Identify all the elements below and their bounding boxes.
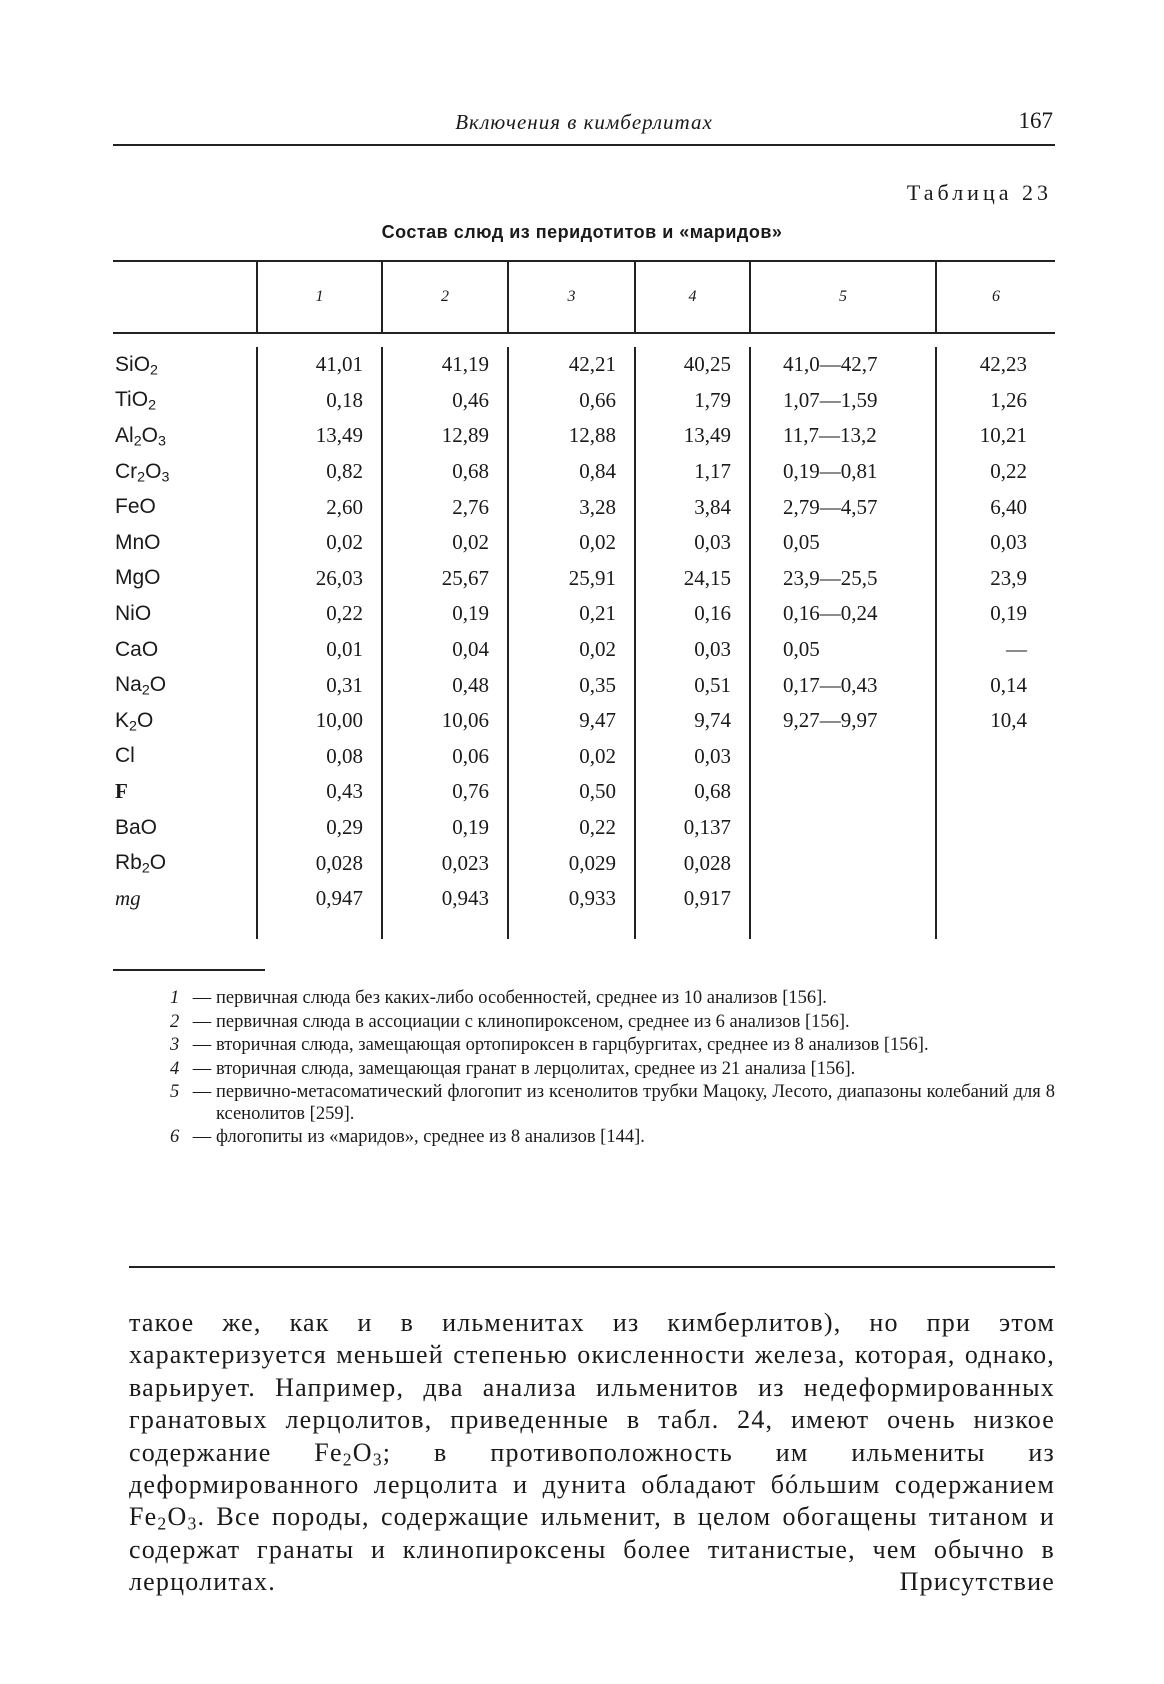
table-cell: 0,21: [508, 596, 635, 632]
table-cell: 11,7—13,2: [750, 418, 936, 454]
table-cell: 1,17: [635, 454, 750, 490]
table-cell: 41,0—42,7: [750, 347, 936, 383]
table-cell: 42,21: [508, 347, 635, 383]
oxide-label: TiO$_2$: [115, 388, 156, 414]
table-cell: [936, 739, 1055, 775]
table-cell: 1,07—1,59: [750, 383, 936, 419]
oxide-label: $K_2O$: [115, 708, 154, 735]
table-cell: 26,03: [257, 561, 382, 597]
table-cell: 0,51: [635, 667, 750, 703]
table-cell: 0,22: [936, 454, 1055, 490]
table-cell: 0,029: [508, 845, 635, 881]
table-row: [113, 347, 1055, 383]
table-row: [113, 810, 1055, 846]
table-cell: 0,19—0,81: [750, 454, 936, 490]
table-cell: 1,26: [936, 383, 1055, 419]
table-title: Состав слюд из перидотитов и «маридов»: [381, 222, 783, 242]
table-cell: 2,79—4,57: [750, 489, 936, 525]
table-body: [113, 347, 1055, 939]
running-head: [113, 104, 1055, 146]
table-row: [113, 525, 1055, 561]
table-row: [113, 418, 1055, 454]
table-cell: 0,18: [257, 383, 382, 419]
footnote: 5 — первично-метасоматический флогопит из ксенолитов трубки Мацоку, Лесото, диапазоны колебаний для 8 ксенолитов [259].: [170, 1082, 1055, 1124]
oxide-label: $Al_2O_3$: [115, 423, 166, 450]
footnote-text: вторичная слюда, замещающая гранат в лерцолитах, среднее из 21 анализа [156].: [216, 1058, 856, 1079]
table-cell: [936, 810, 1055, 846]
table-cell: 9,27—9,97: [750, 703, 936, 739]
column-header: 4: [635, 261, 750, 333]
section-divider: [129, 1266, 1055, 1268]
body-text-part: . Все породы, содержащие ильменит, в целом обогащены титаном и содержат гранаты и клинопироксены более титанистые, чем обычно в лерцолитах. Присутствие: [129, 1502, 1055, 1597]
table-cell: 0,68: [382, 454, 508, 490]
oxide-label: $Cr_2O_3$: [115, 459, 170, 486]
table-cell: 0,933: [508, 881, 635, 917]
table-cell: 0,35: [508, 667, 635, 703]
column-header: 6: [936, 261, 1055, 333]
column-header: 1: [257, 261, 382, 333]
footnote-text: первичная слюда без каких-либо особенностей, среднее из 10 анализов [156].: [216, 988, 827, 1008]
chem-formula: $Fe_2O_3$: [129, 1502, 198, 1534]
table-cell: 0,68: [635, 774, 750, 810]
table-row: [113, 561, 1055, 597]
table-row: [113, 845, 1055, 881]
footnote: 6 — флогопиты из «маридов», среднее из 8 анализов [144].: [170, 1127, 1055, 1149]
table-cell: 0,19: [936, 596, 1055, 632]
table-cell: 1,79: [635, 383, 750, 419]
footnote-text: первично-метасоматический флогопит из ксенолитов трубки Мацоку, Лесото, диапазоны колебаний для 8 ксенолитов [259].: [216, 1082, 1055, 1124]
table-row: [113, 489, 1055, 525]
table-cell: 23,9—25,5: [750, 561, 936, 597]
table-cell: 12,89: [382, 418, 508, 454]
table-cell: [750, 774, 936, 810]
table-cell: 25,91: [508, 561, 635, 597]
table-cell: 0,16: [635, 596, 750, 632]
table-cell: 6,40: [936, 489, 1055, 525]
footnote-text: вторичная слюда, замещающая ортопироксен в гарцбургитах, среднее из 8 анализов [156].: [216, 1035, 929, 1055]
table-cell: 0,84: [508, 454, 635, 490]
table-cell: 0,29: [257, 810, 382, 846]
composition-table: [113, 260, 1055, 939]
page-number: 167: [1018, 108, 1053, 133]
table-cell: 0,17—0,43: [750, 667, 936, 703]
body-text-part: такое же, как и в ильменитах из кимберлитов), но при этом характеризуется меньшей степенью окисленности железа, которая, однако, варьирует. Например, два анализа ильменитов из недеформированных гранатовых лерцолитов, приведенные в табл. 24, имеют очень низкое содержание: [129, 1308, 1055, 1467]
table-cell: 0,48: [382, 667, 508, 703]
table-cell: 0,06: [382, 739, 508, 775]
footnote-number: 1: [170, 988, 180, 1008]
oxide-label: mg: [115, 886, 141, 911]
table-cell: 24,15: [635, 561, 750, 597]
header-empty-cell: [113, 261, 257, 333]
table-cell: 0,66: [508, 383, 635, 419]
table-cell: 25,67: [382, 561, 508, 597]
oxide-label: $Rb_2O$: [115, 851, 167, 877]
table-cell: [750, 845, 936, 881]
table-cell: 3,84: [635, 489, 750, 525]
table-cell: 0,19: [382, 596, 508, 632]
table-cell: 2,60: [257, 489, 382, 525]
table-cell: 0,22: [257, 596, 382, 632]
table-label: Таблица 23: [906, 180, 1052, 205]
table-row: [113, 596, 1055, 632]
table-cell: 0,01: [257, 632, 382, 668]
body-paragraph: [129, 1307, 1055, 1599]
table-cell: 2,76: [382, 489, 508, 525]
table-cell: 10,4: [936, 703, 1055, 739]
table-cell: 0,02: [508, 632, 635, 668]
table-cell: 12,88: [508, 418, 635, 454]
table-cell: 13,49: [635, 418, 750, 454]
table-header-row: [113, 261, 1055, 333]
oxide-label: CaO: [115, 637, 159, 661]
table-cell: 0,19: [382, 810, 508, 846]
table-cell: 0,137: [635, 810, 750, 846]
table-cell: 0,947: [257, 881, 382, 917]
table-row: [113, 774, 1055, 810]
table-cell: [936, 845, 1055, 881]
footnote-number: 4: [170, 1058, 180, 1079]
table-row: [113, 881, 1055, 917]
table-cell: 0,917: [635, 881, 750, 917]
footnote: 3 — вторичная слюда, замещающая ортопироксен в гарцбургитах, среднее из 8 анализов [156].: [170, 1035, 1055, 1057]
table-cell: 0,02: [257, 525, 382, 561]
table-cell: 0,03: [635, 739, 750, 775]
table-cell: [750, 881, 936, 917]
table-row: [113, 739, 1055, 775]
table-cell: 13,49: [257, 418, 382, 454]
table-row: [113, 667, 1055, 703]
table-cell: 0,02: [508, 525, 635, 561]
table-cell: 0,31: [257, 667, 382, 703]
table-cell: 0,76: [382, 774, 508, 810]
oxide-label: FeO: [115, 495, 156, 519]
table-cell: 0,05: [750, 632, 936, 668]
table-cell: 0,82: [257, 454, 382, 490]
footnote: 4 — вторичная слюда, замещающая гранат в лерцолитах, среднее из 21 анализа [156].: [170, 1059, 1055, 1081]
footnote-text: первичная слюда в ассоциации с клинопироксеном, среднее из 6 анализов [156].: [216, 1011, 850, 1032]
table-cell: 0,028: [635, 845, 750, 881]
footnote-number: 5: [170, 1082, 180, 1102]
table-cell: 0,02: [382, 525, 508, 561]
table-cell: 10,00: [257, 703, 382, 739]
table-row: [113, 454, 1055, 490]
table-cell: 0,943: [382, 881, 508, 917]
table-cell: [936, 774, 1055, 810]
oxide-label: MgO: [115, 566, 161, 590]
table-cell: 0,03: [635, 525, 750, 561]
table-cell: 0,22: [508, 810, 635, 846]
table-cell: 42,23: [936, 347, 1055, 383]
table-cell: 0,08: [257, 739, 382, 775]
footnotes: [170, 988, 1055, 1151]
table-cell: 10,06: [382, 703, 508, 739]
table-cell: 0,16—0,24: [750, 596, 936, 632]
running-title: Включения в кимберлитах: [455, 110, 713, 134]
oxide-label: SiO$_2$: [115, 352, 158, 379]
table-cell: 0,05: [750, 525, 936, 561]
table-cell: 0,14: [936, 667, 1055, 703]
footnote-text: флогопиты из «маридов», среднее из 8 анализов [144].: [216, 1127, 645, 1147]
table-cell: 9,74: [635, 703, 750, 739]
footnote: 2 — первичная слюда в ассоциации с клинопироксеном, среднее из 6 анализов [156].: [170, 1012, 1055, 1034]
table-cell: 0,50: [508, 774, 635, 810]
column-header: 3: [508, 261, 635, 333]
table-cell: 3,28: [508, 489, 635, 525]
oxide-label: Cl: [115, 744, 135, 768]
footnote-divider: [113, 969, 265, 971]
table-row: [113, 703, 1055, 739]
column-header: 5: [750, 261, 936, 333]
footnote-number: 6: [170, 1127, 180, 1147]
footnote: 1 — первичная слюда без каких-либо особенностей, среднее из 10 анализов [156].: [170, 988, 1055, 1010]
table-cell: 0,023: [382, 845, 508, 881]
oxide-label: BaO: [115, 815, 158, 839]
chem-formula: $Fe_2O_3$: [314, 1437, 383, 1470]
table-cell: [750, 739, 936, 775]
table-cell: 9,47: [508, 703, 635, 739]
table-cell: 0,43: [257, 774, 382, 810]
oxide-label: $Na_2O$: [115, 673, 167, 699]
table-cell: 0,028: [257, 845, 382, 881]
table-cell: 41,01: [257, 347, 382, 383]
table-cell: [936, 881, 1055, 917]
table-cell: 0,46: [382, 383, 508, 419]
footnote-number: 3: [170, 1035, 180, 1055]
oxide-label: F: [115, 779, 128, 804]
table-row: [113, 632, 1055, 668]
table-cell: 40,25: [635, 347, 750, 383]
column-header: 2: [382, 261, 508, 333]
table-row: [113, 383, 1055, 419]
table-cell: 41,19: [382, 347, 508, 383]
table-cell: 23,9: [936, 561, 1055, 597]
oxide-label: NiO: [115, 601, 152, 625]
body-text-part: ; в противоположность им ильмениты из деформированного лерцолита и дунита обладают бóльшим содержанием: [129, 1437, 1055, 1500]
table-cell: 0,02: [508, 739, 635, 775]
oxide-label: MnO: [115, 530, 161, 554]
footnote-number: 2: [170, 1011, 180, 1032]
table-cell: —: [936, 632, 1055, 668]
table-cell: 0,03: [635, 632, 750, 668]
table-cell: [750, 810, 936, 846]
table-cell: 0,04: [382, 632, 508, 668]
table-cell: 10,21: [936, 418, 1055, 454]
table-cell: 0,03: [936, 525, 1055, 561]
